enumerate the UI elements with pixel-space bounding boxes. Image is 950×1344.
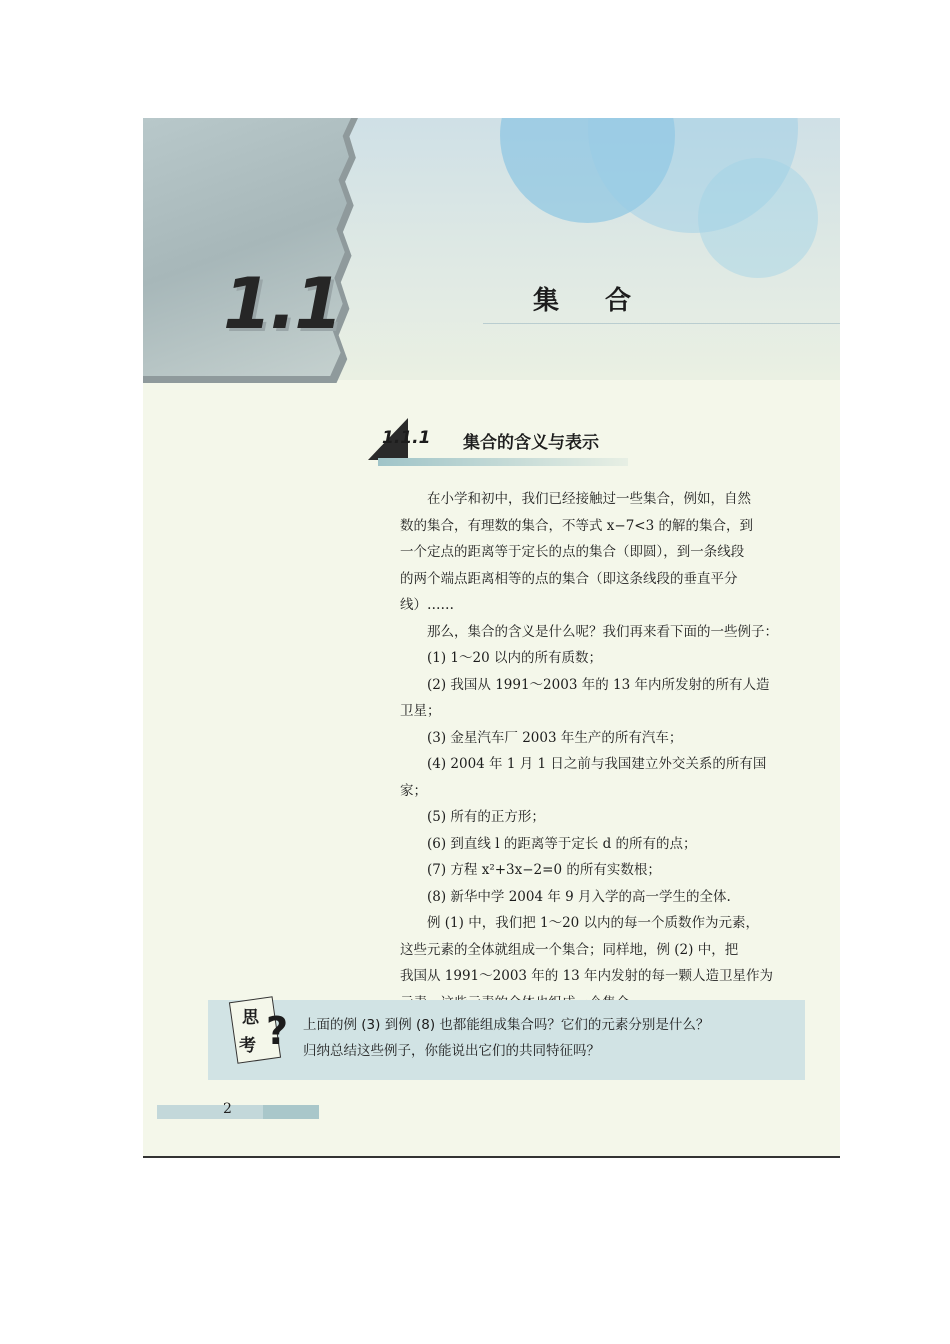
question-line: 那么，集合的含义是什么呢？我们再来看下面的一些例子：	[427, 623, 778, 640]
example-continuation: 家；	[400, 782, 427, 799]
chapter-banner	[143, 118, 840, 380]
think-badge-icon	[233, 993, 289, 1065]
subsection-title: 集合的含义与表示	[463, 433, 599, 453]
intro-line: 数的集合，有理数的集合，不等式 x−7<3 的解的集合，到	[400, 517, 753, 534]
example-item: (6) 到直线 l 的距离等于定长 d 的所有的点；	[427, 835, 697, 852]
subsection-number: 1.1.1	[382, 428, 431, 448]
example-item: (2) 我国从 1991～2003 年的 13 年内所发射的所有人造	[427, 676, 770, 693]
intro-line: 在小学和初中，我们已经接触过一些集合，例如，自然	[427, 491, 751, 507]
example-item: (3) 金星汽车厂 2003 年生产的所有汽车；	[427, 729, 683, 746]
think-line: 归纳总结这些例子，你能说出它们的共同特征吗？	[303, 1043, 600, 1059]
think-badge-char: 思	[242, 1008, 259, 1028]
banner-rule	[483, 323, 840, 324]
example-item: (1) 1～20 以内的所有质数；	[427, 650, 602, 666]
example-item: (8) 新华中学 2004 年 9 月入学的高一学生的全体.	[427, 888, 731, 905]
intro-line: 一个定点的距离等于定长的点的集合（即圆），到一条线段	[400, 544, 745, 560]
example-item: (5) 所有的正方形；	[427, 809, 545, 825]
subsection-underline	[378, 458, 628, 466]
subsection-heading	[368, 418, 608, 460]
question-mark-icon: ?	[266, 1009, 289, 1053]
explain-line: 我国从 1991～2003 年的 13 年内发射的每一颗人造卫星作为	[400, 968, 774, 984]
section-number: 1.1	[223, 263, 342, 345]
section-title: 集合	[533, 286, 678, 316]
decorative-circle	[698, 158, 818, 278]
example-continuation: 卫星；	[400, 703, 441, 719]
think-text	[303, 1012, 803, 1064]
intro-line: 线）……	[400, 597, 454, 613]
body-text	[400, 486, 800, 1016]
example-item: (7) 方程 x²+3x−2=0 的所有实数根；	[427, 862, 661, 878]
think-line: 上面的例 (3) 到例 (8) 也都能组成集合吗？它们的元素分别是什么？	[303, 1017, 710, 1033]
page-number: 2	[223, 1101, 232, 1117]
footer-bar-accent	[263, 1105, 319, 1119]
explain-line: 例 (1) 中，我们把 1～20 以内的每一个质数作为元素，	[427, 915, 760, 931]
explain-line: 这些元素的全体就组成一个集合；同样地，例 (2) 中，把	[400, 941, 739, 958]
textbook-page	[143, 118, 840, 1158]
think-badge-char: 考	[239, 1036, 256, 1056]
intro-line: 的两个端点距离相等的点的集合（即这条线段的垂直平分	[400, 570, 738, 587]
example-item: (4) 2004 年 1 月 1 日之前与我国建立外交关系的所有国	[427, 756, 767, 772]
